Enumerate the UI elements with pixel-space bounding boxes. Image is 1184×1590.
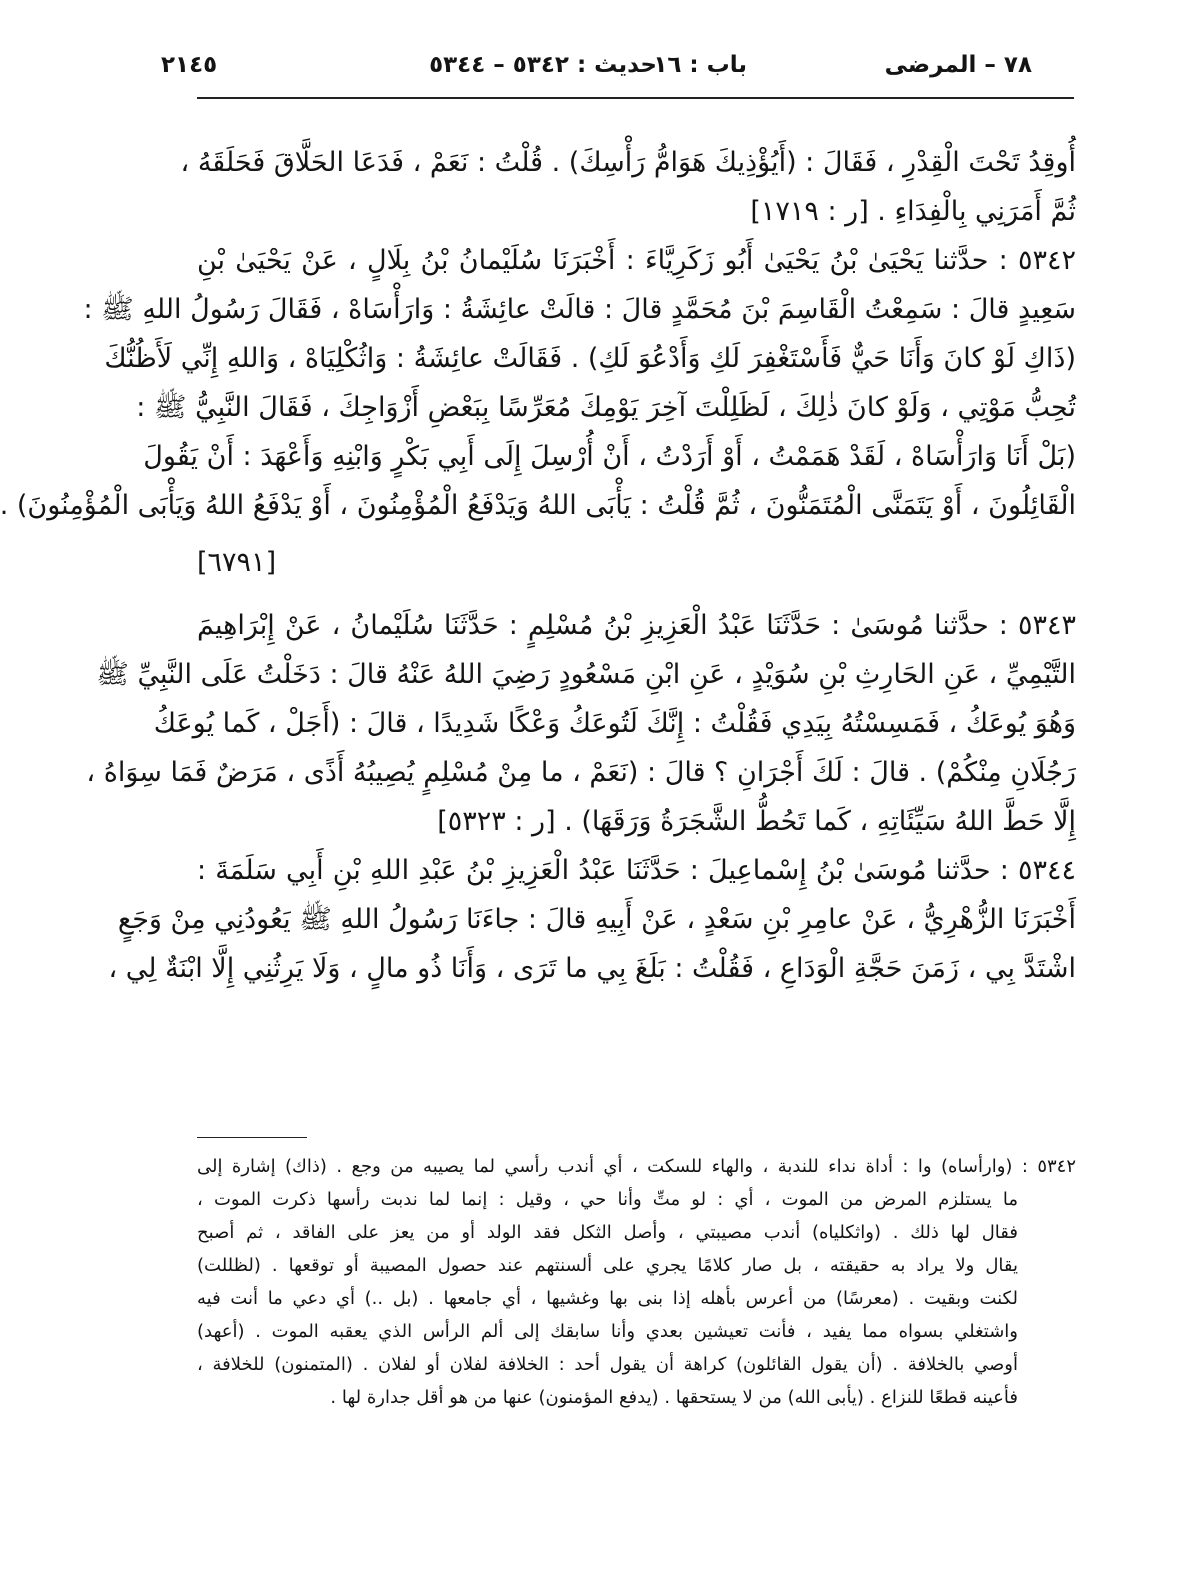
footnote-line: واشتغلي بسواه مما يفيد ، فأنت تعيشين بعدي وأنا سابقك إلى ألم الرأس الذي يعقبه الموت . (أعهد) — [197, 1321, 1018, 1342]
chapter-title: ٧٨ – المرضى — [884, 52, 1032, 78]
bab-number: باب : ١٦ — [653, 52, 747, 78]
text-line: التَّيْمِيِّ ، عَنِ الحَارِثِ بْنِ سُوَيْدٍ ، عَنِ ابْنِ مَسْعُودٍ رَضِيَ اللهُ عَنْهُ قالَ : دَخَلْتُ عَلَى النَّبِيِّ ﷺ — [96, 659, 1076, 690]
hadith-5344-start: ٥٣٤٤ : حدَّثنا مُوسَىٰ بْنُ إِسْماعِيلَ : حَدَّثَنَا عَبْدُ الْعَزِيزِ بْنُ عَبْدِ اللهِ بْنِ أَبِي سَلَمَةَ : — [197, 855, 1076, 886]
text-line: إِلَّا حَطَّ اللهُ سَيِّئَاتِهِ ، كَما تَحُطُّ الشَّجَرَةُ وَرَقَهَا) . [ر : ٥٣٢٣] — [437, 806, 1076, 837]
footnote-line: ٥٣٤٢ : (وارأساه) وا : أداة نداء للندبة ، والهاء للسكت ، أي أندب رأسي لما يصيبه من وجع . (ذاك) إشارة إلى — [197, 1156, 1076, 1177]
text-line: سَعِيدٍ قالَ : سَمِعْتُ الْقَاسِمَ بْنَ مُحَمَّدٍ قالَ : قالَتْ عائِشَةُ : وَارَأْسَاهْ ، فَقَالَ رَسُولُ اللهِ ﷺ : — [83, 294, 1076, 325]
page-number: ٢١٤٥ — [161, 52, 218, 78]
running-header — [161, 52, 1032, 90]
text-line: أُوقِدُ تَحْتَ الْقِدْرِ ، فَقَالَ : (أَيُؤْذِيكَ هَوَامُّ رَأْسِكَ) . قُلْتُ : نَعَمْ ، فَدَعَا الحَلَّاقَ فَحَلَقَهُ ، — [180, 147, 1076, 178]
footnote-line: لكنت وبقيت . (معرسًا) من أعرس بأهله إذا بنى بها وغشيها ، أي جامعها . (بل ..) أي دعي ما أنت فيه — [197, 1288, 1018, 1309]
hadith-range: حديث : ٥٣٤٢ – ٥٣٤٤ — [429, 52, 657, 78]
footnote-divider — [197, 1137, 307, 1138]
header-divider — [197, 97, 1074, 99]
footnote-line: يقال ولا يراد به حقيقته ، بل صار كلامًا يجري على ألسنتهم عند حصول المصيبة أو توقعها . (لظللت) — [197, 1255, 1018, 1276]
text-line: (بَلْ أَنَا وَارَأْسَاهْ ، لَقَدْ هَمَمْتُ ، أَوْ أَرَدْتُ ، أَنْ أُرْسِلَ إِلَى أَبِي بَكْرٍ وَابْنِهِ وَأَعْهَدَ : أَنْ يَقُولَ — [143, 441, 1076, 472]
text-line: (ذَاكِ لَوْ كانَ وَأَنَا حَيٌّ فَأَسْتَغْفِرَ لَكِ وَأَدْعُوَ لَكِ) . فَقَالَتْ عائِشَةُ : وَاثُكْلِيَاهْ ، وَاللهِ إِنِّي لَأَظُنُّكَ — [104, 343, 1076, 374]
text-line: ثُمَّ أَمَرَنِي بِالْفِدَاءِ . [ر : ١٧١٩] — [750, 196, 1076, 227]
footnote-line: فأعينه قطعًا للنزاع . (يأبى الله) من لا يستحقها . (يدفع المؤمنون) عنها من هو أقل جدارة لها . — [330, 1387, 1018, 1408]
cross-reference: [٦٧٩١] — [197, 547, 277, 578]
hadith-5343-start: ٥٣٤٣ : حدَّثنا مُوسَىٰ : حَدَّثَنَا عَبْدُ الْعَزِيزِ بْنُ مُسْلِمٍ : حَدَّثَنَا سُلَيْمانُ ، عَنْ إِبْرَاهِيمَ — [197, 610, 1076, 641]
text-line: اشْتَدَّ بِي ، زَمَنَ حَجَّةِ الْوَدَاعِ ، فَقُلْتُ : بَلَغَ بِي ما تَرَى ، وَأَنَا ذُو مالٍ ، وَلَا يَرِثُنِي إِلَّا ابْنَةٌ لِي ، — [108, 953, 1076, 984]
text-line: رَجُلَانِ مِنْكُمْ) . قالَ : لَكَ أَجْرَانِ ؟ قالَ : (نَعَمْ ، ما مِنْ مُسْلِمٍ يُصِيبُهُ أَذًى ، مَرَضٌ فَمَا سِوَاهُ ، — [86, 757, 1076, 788]
footnotes — [197, 1150, 1076, 1414]
text-line: أَخْبَرَنَا الزُّهْرِيُّ ، عَنْ عامِرِ بْنِ سَعْدٍ ، عَنْ أَبِيهِ قالَ : جاءَنَا رَسُولُ اللهِ ﷺ يَعُودُنِي مِنْ وَجَعٍ — [117, 904, 1076, 935]
footnote-line: أوصي بالخلافة . (أن يقول القائلون) كراهة أن يقول أحد : الخلافة لفلان أو لفلان . (المتمنون) للخلافة ، — [197, 1354, 1018, 1375]
footnote-line: فقال لها ذلك . (واثكلياه) أندب مصيبتي ، وأصل الثكل فقد الولد أو من يعز على الفاقد ، ثم أصبح — [197, 1222, 1018, 1243]
hadith-5342-start: ٥٣٤٢ : حدَّثنا يَحْيَىٰ بْنُ يَحْيَىٰ أَبُو زَكَرِيَّاءَ : أَخْبَرَنَا سُلَيْمانُ بْنُ بِلَالٍ ، عَنْ يَحْيَىٰ بْنِ — [197, 245, 1076, 276]
text-line: الْقَائِلُونَ ، أَوْ يَتَمَنَّى الْمُتَمَنُّونَ ، ثُمَّ قُلْتُ : يَأْبَى اللهُ وَيَدْفَعُ الْمُؤْمِنُونَ ، أَوْ يَدْفَعُ اللهُ وَيَأْبَى الْمُؤْمِنُونَ) . — [0, 490, 1076, 521]
hadith-text-body — [0, 138, 1076, 993]
text-line: تُحِبُّ مَوْتِي ، وَلَوْ كانَ ذٰلِكَ ، لَظَلِلْتَ آخِرَ يَوْمِكَ مُعَرِّسًا بِبَعْضِ أَزْوَاجِكَ ، فَقَالَ النَّبِيُّ ﷺ : — [136, 392, 1076, 423]
footnote-line: ما يستلزم المرض من الموت ، أي : لو متِّ وأنا حي ، وقيل : إنما لما ندبت رأسها ذكرت الموت ، — [197, 1189, 1018, 1210]
text-line: وَهُوَ يُوعَكُ ، فَمَسِسْتُهُ بِيَدِي فَقُلْتُ : إِنَّكَ لَتُوعَكُ وَعْكًا شَدِيدًا ، قالَ : (أَجَلْ ، كَما يُوعَكُ — [153, 708, 1076, 739]
